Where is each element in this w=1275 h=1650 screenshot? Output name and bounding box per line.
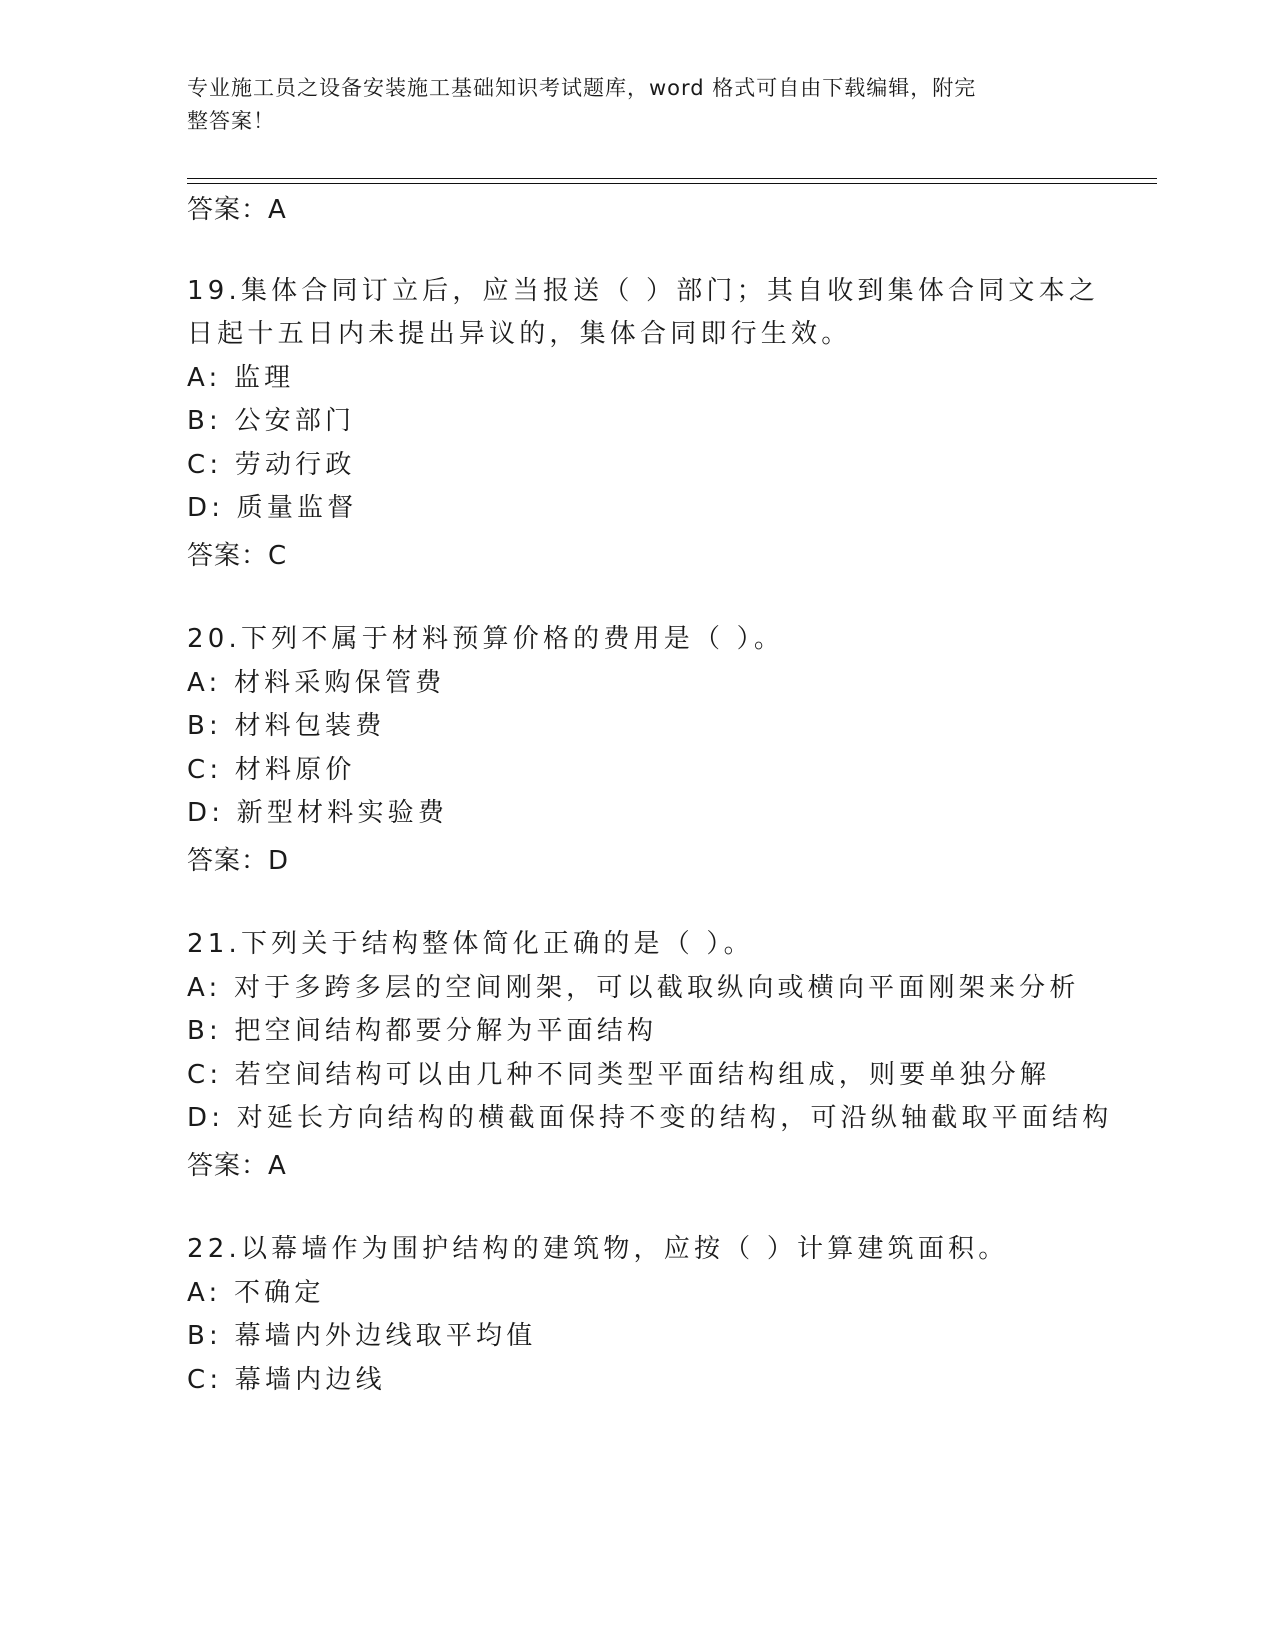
question-20: 20.下列不属于材料预算价格的费用是（ ）。: [187, 624, 785, 654]
question-20-option-b: B: 材料包装费: [187, 711, 386, 741]
answer-18: 答案：A: [187, 195, 287, 225]
answer-20: 答案：D: [187, 846, 290, 876]
question-22: 22.以幕墙作为围护结构的建筑物，应按（ ）计算建筑面积。: [187, 1234, 1009, 1264]
question-21-option-b: B: 把空间结构都要分解为平面结构: [187, 1016, 658, 1046]
question-19-line-1: 19.集体合同订立后，应当报送（ ）部门；其自收到集体合同文本之: [187, 276, 1100, 306]
question-22-option-c: C: 幕墙内边线: [187, 1365, 386, 1395]
header-line-1: 专业施工员之设备安装施工基础知识考试题库，word 格式可自由下载编辑，附完: [187, 76, 977, 100]
question-21: 21.下列关于结构整体简化正确的是（ ）。: [187, 929, 754, 959]
answer-19: 答案：C: [187, 541, 288, 571]
question-19-option-d: D: 质量监督: [187, 493, 358, 523]
question-19-option-a: A: 监理: [187, 363, 295, 393]
answer-21: 答案：A: [187, 1151, 287, 1181]
header-divider-bottom: [187, 183, 1157, 184]
question-20-option-c: C: 材料原价: [187, 755, 356, 785]
question-21-option-a: A: 对于多跨多层的空间刚架，可以截取纵向或横向平面刚架来分析: [187, 973, 1080, 1003]
question-21-option-c: C: 若空间结构可以由几种不同类型平面结构组成，则要单独分解: [187, 1060, 1051, 1090]
question-19-line-2: 日起十五日内未提出异议的，集体合同即行生效。: [187, 319, 852, 349]
question-20-option-d: D: 新型材料实验费: [187, 798, 449, 828]
question-21-option-d: D: 对延长方向结构的横截面保持不变的结构，可沿纵轴截取平面结构: [187, 1103, 1113, 1133]
header-line-2: 整答案！: [187, 109, 275, 133]
document-header: [187, 72, 1067, 138]
question-19-option-b: B: 公安部门: [187, 406, 356, 436]
question-22-option-b: B: 幕墙内外边线取平均值: [187, 1321, 537, 1351]
question-20-option-a: A: 材料采购保管费: [187, 668, 446, 698]
question-19-option-c: C: 劳动行政: [187, 450, 356, 480]
header-divider-top: [187, 178, 1157, 179]
question-22-option-a: A: 不确定: [187, 1278, 325, 1308]
